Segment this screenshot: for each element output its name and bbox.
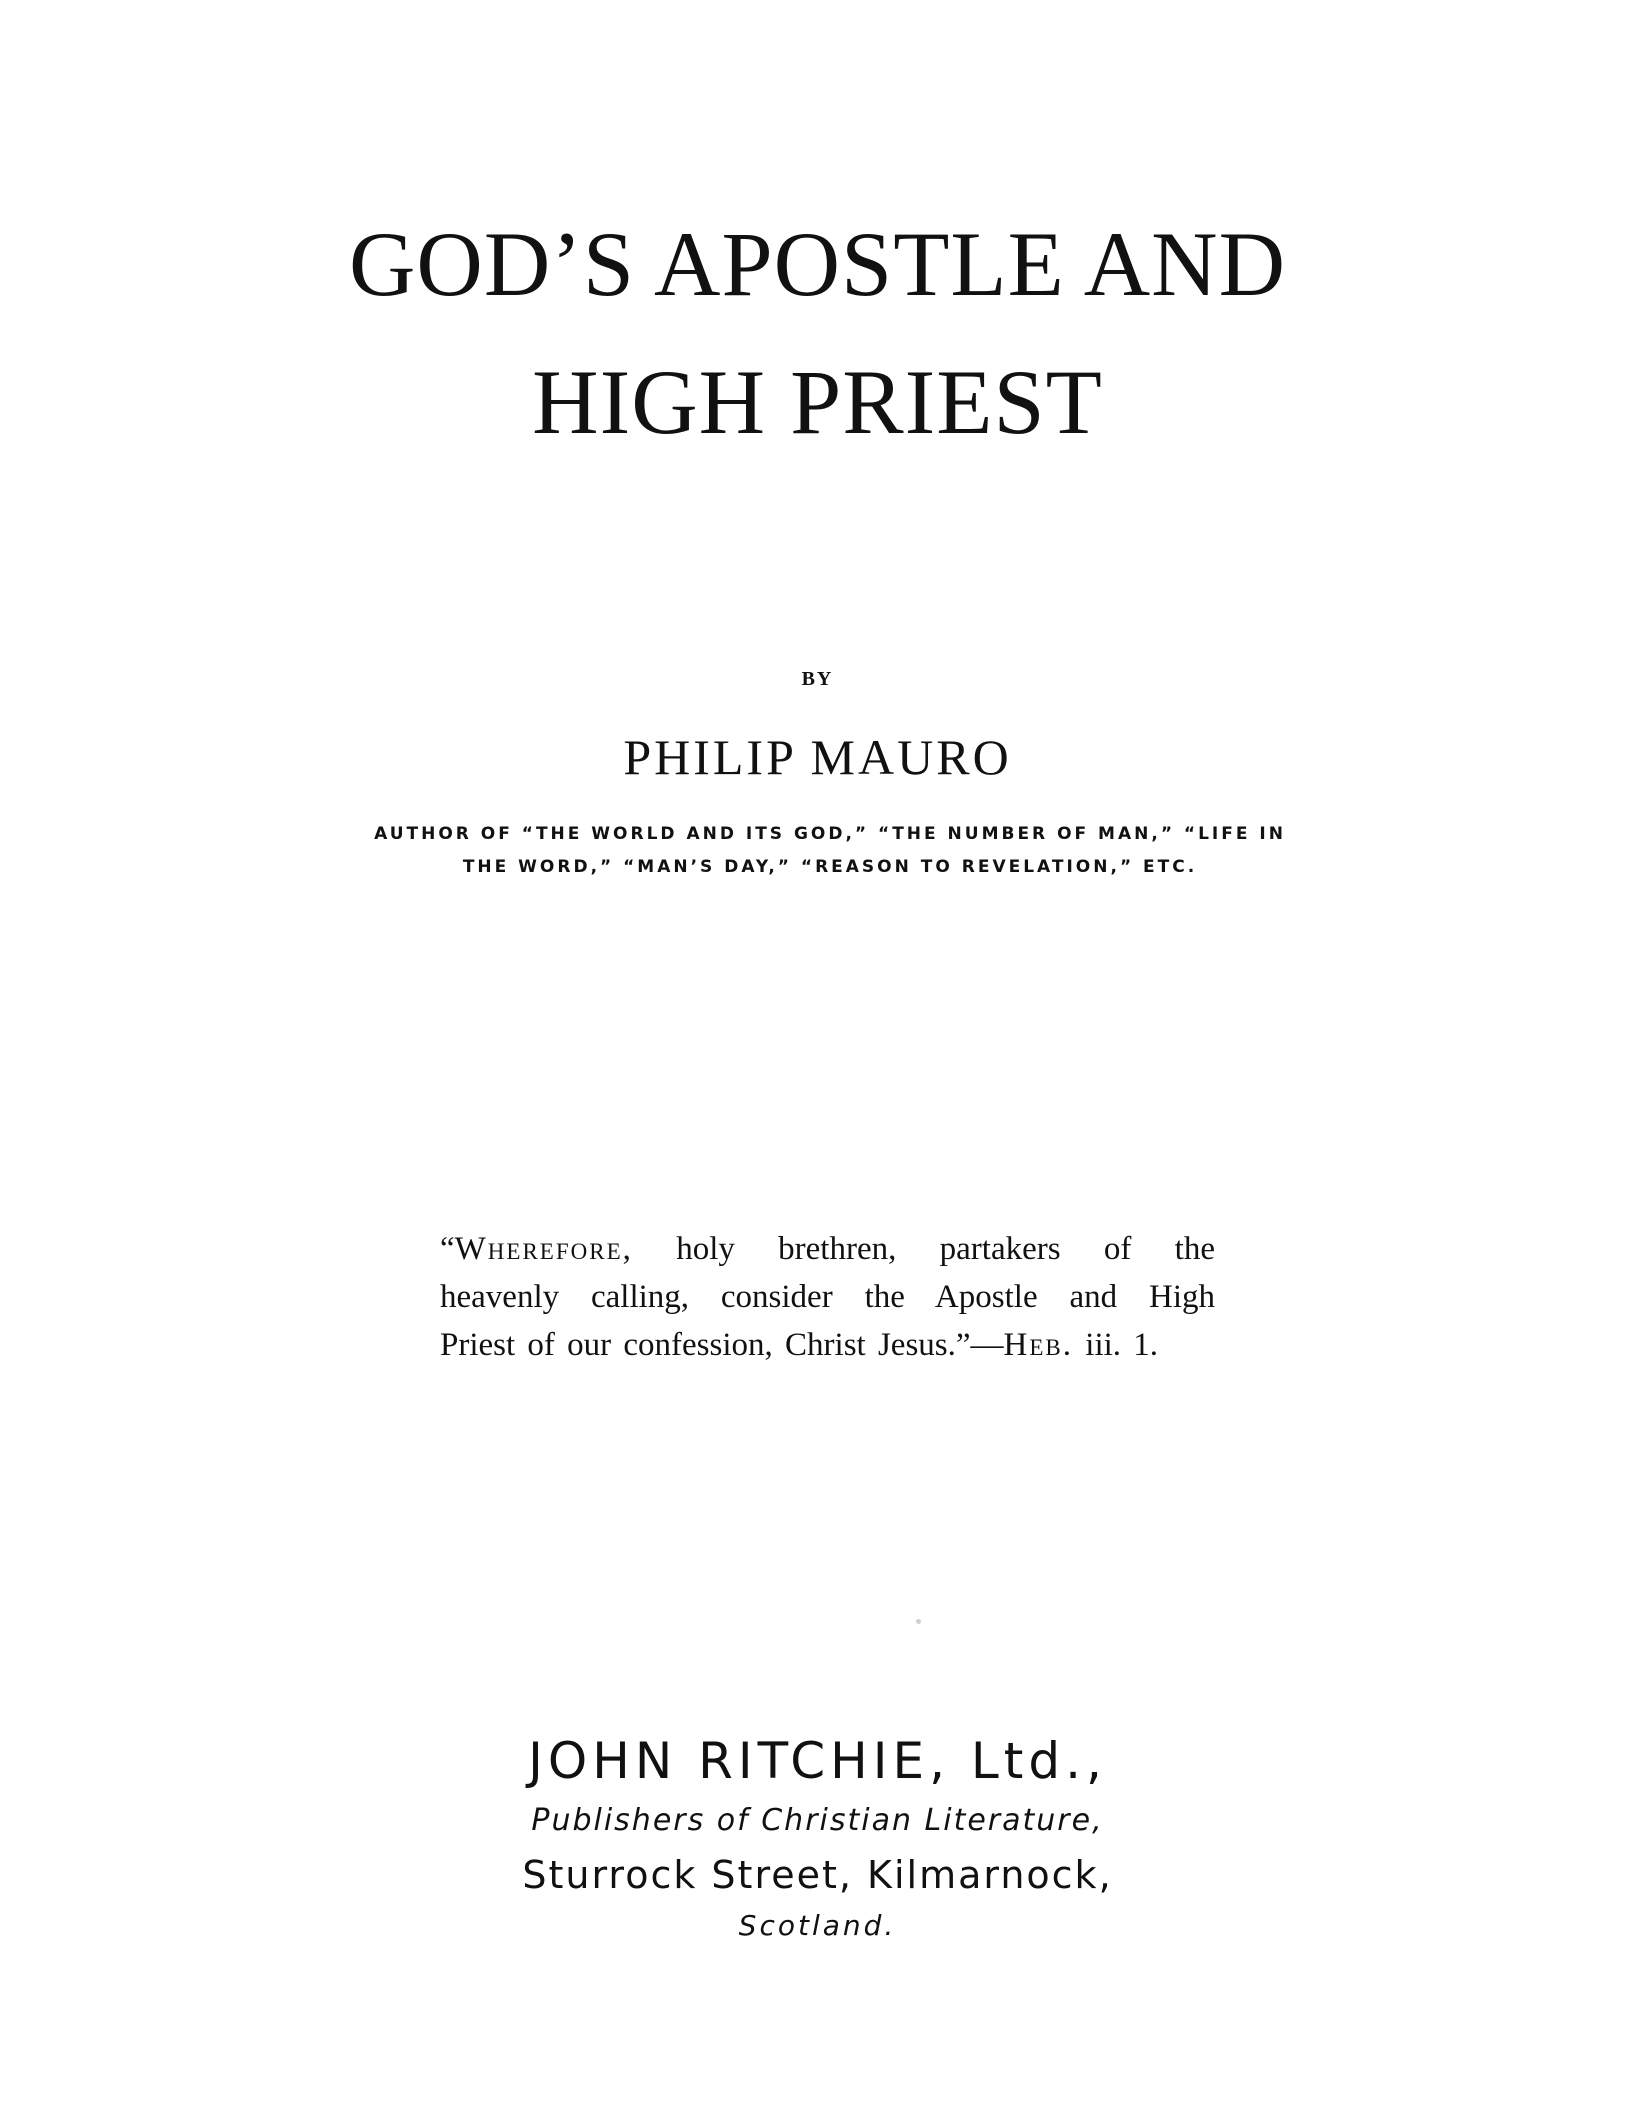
epigraph-line-2: heavenly calling, consider the Apostle and High	[440, 1279, 1215, 1315]
epigraph-line-1	[440, 1225, 1215, 1273]
epigraph	[440, 1225, 1215, 1369]
book-title-line-1: GOD’S APOSTLE AND	[348, 213, 1287, 315]
other-works-line-2: THE WORD,” “MAN’S DAY,” “REASON TO REVELATION,” ETC.	[462, 857, 1198, 877]
publisher-description: Publishers of Christian Literature,	[531, 1803, 1104, 1838]
epigraph-lead-word: Wherefore,	[454, 1231, 633, 1267]
epigraph-line-3-text: Priest of our confession, Christ Jesus.”—	[440, 1327, 1004, 1363]
printing-speck	[916, 1619, 921, 1624]
author-other-works	[320, 818, 1340, 884]
epigraph-reference-book: Heb.	[1003, 1327, 1074, 1363]
publisher-country: Scotland.	[738, 1909, 897, 1942]
author-name: PHILIP MAURO	[623, 729, 1012, 785]
publisher-address: Sturrock Street, Kilmarnock,	[522, 1853, 1113, 1897]
epigraph-reference-verse: iii. 1.	[1073, 1327, 1159, 1363]
epigraph-open-quote: “	[440, 1231, 455, 1267]
book-title	[0, 195, 1635, 471]
publisher-name: JOHN RITCHIE, Ltd.,	[528, 1732, 1107, 1790]
by-label: BY	[801, 668, 834, 690]
epigraph-line-3	[440, 1321, 1215, 1369]
other-works-line-1: AUTHOR OF “THE WORLD AND ITS GOD,” “THE NUMBER OF MAN,” “LIFE IN	[374, 824, 1286, 844]
publisher-block	[0, 1726, 1635, 1948]
book-title-line-2: HIGH PRIEST	[532, 351, 1103, 453]
epigraph-line-1-text: holy brethren, partakers of the	[632, 1231, 1215, 1267]
